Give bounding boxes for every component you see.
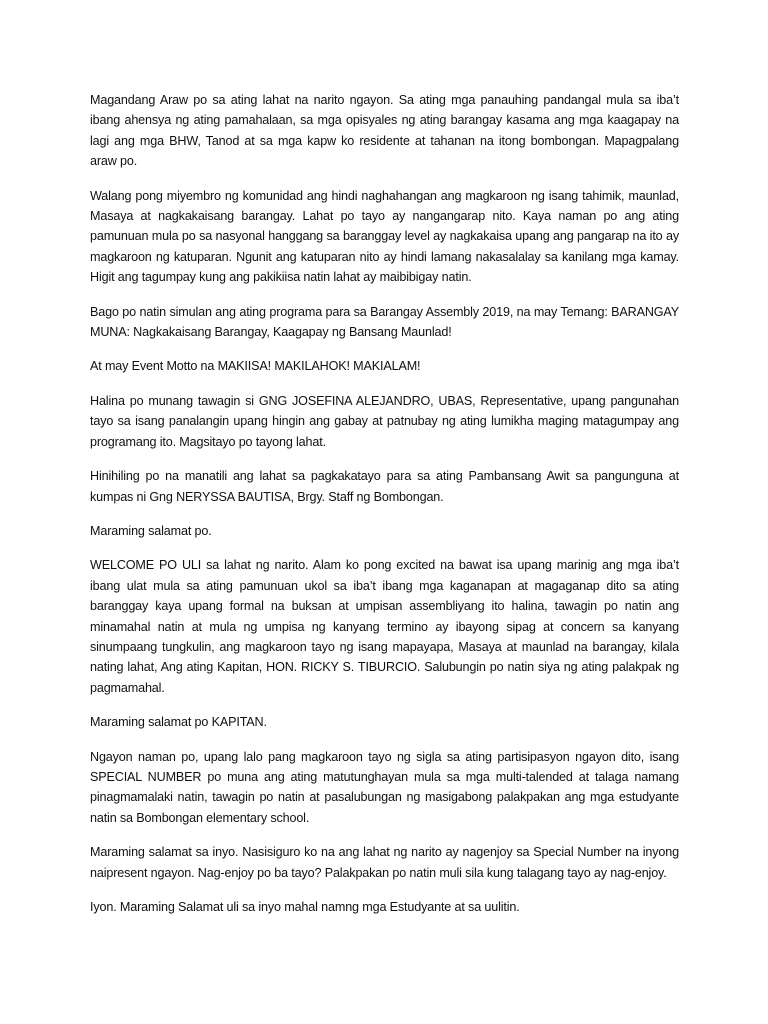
paragraph-anthem: Hinihiling po na manatili ang lahat sa pagkakatayo para sa ating Pambansang Awit sa pangunguna at kumpas ni Gng NERYSSA BAUTISA, Brgy. Staff ng Bombongan. — [90, 469, 679, 504]
paragraph-enjoy: Maraming salamat sa inyo. Nasisiguro ko na ang lahat ng narito ay nagenjoy sa Special Number na inyong naipresent ngayon. Nag-enjoy po ba tayo? Palakpakan po natin muli sila kung talagang tayo ay nag-enjoy. — [90, 845, 679, 880]
paragraph-greeting: Magandang Araw po sa ating lahat na narito ngayon. Sa ating mga panauhing pandangal mula sa iba’t ibang ahensya ng ating pamahalaan, sa mga opisyales ng ating barangay kasama ang mga kaagapay na lagi ang mga BHW, Tanod at sa mga kapw ko residente at tahanan na itong bombongan. Mapagpalang araw po. — [90, 93, 679, 169]
speech-script — [90, 90, 679, 917]
paragraph-special-number: Ngayon naman po, upang lalo pang magkaroon tayo ng sigla sa ating partisipasyon ngayon dito, isang SPECIAL NUMBER po muna ang ating matutunghayan mula sa mga multi-talended at talaga namang pinagmamalaki natin, tawagin po natin at pasalubungan ng masigabong palakpakan ang mga estudyante natin sa Bombongan elementary school. — [90, 749, 679, 825]
paragraph-thanks: Maraming salamat po. — [90, 523, 212, 538]
paragraph-theme: Bago po natin simulan ang ating programa para sa Barangay Assembly 2019, na may Temang: BARANGAY MUNA: Nagkakaisang Barangay, Kaagapay ng Bansang Maunlad! — [90, 304, 679, 340]
paragraph-community: Walang pong miyembro ng komunidad ang hindi naghahangan ang magkaroon ng isang tahimik, maunlad, Masaya at nagkakaisang barangay. Lahat po tayo ay nangangarap nito. Kaya naman po ang ating pamunuan mula po sa nasyonal hanggang sa baranggay level ay nagkakaisa upang ang pangarap na ito ay magkaroon ng katuparan. Ngunit ang katuparan nito ay hindi lamang nakasalalay sa kanilang mga kamay. Higit ang tagumpay kung ang pakikiisa natin lahat ay maibibigay natin. — [90, 188, 679, 285]
paragraph-closing: Iyon. Maraming Salamat uli sa inyo mahal namng mga Estudyante at sa uulitin. — [90, 900, 520, 914]
paragraph-thanks-kapitan: Maraming salamat po KAPITAN. — [90, 715, 267, 730]
paragraph-motto: At may Event Motto na MAKIISA! MAKILAHOK! MAKIALAM! — [90, 359, 421, 374]
paragraph-welcome: WELCOME PO ULI sa lahat ng narito. Alam ko pong excited na bawat isa upang marinig ang mga iba’t ibang ulat mula sa ating pamunuan ukol sa iba’t ibang mga kaganapan at magaganap dito sa ating baranggay kaya upang formal na buksan at umpisan assembliyang ito halina, tawagin po natin ang minamahal natin at mula ng umpisa ng kanyang termino ay ibayong sipag at concern sa kanyang sinumpaang tungkulin, ang magkaroon tayo ng isang mapayapa, Masaya at maunlad na barangay, kilala nating lahat, Ang ating Kapitan, HON. RICKY S. TIBURCIO. Salubungin po natin siya ng ating palakpak ng pagmamahal. — [90, 558, 679, 695]
paragraph-prayer: Halina po munang tawagin si GNG JOSEFINA ALEJANDRO, UBAS, Representative, upang pangunahan tayo sa isang panalangin upang hingin ang gabay at patnubay ng ating lumikha maging matagumpay ang programang ito. Magsitayo po tayong lahat. — [90, 393, 679, 449]
